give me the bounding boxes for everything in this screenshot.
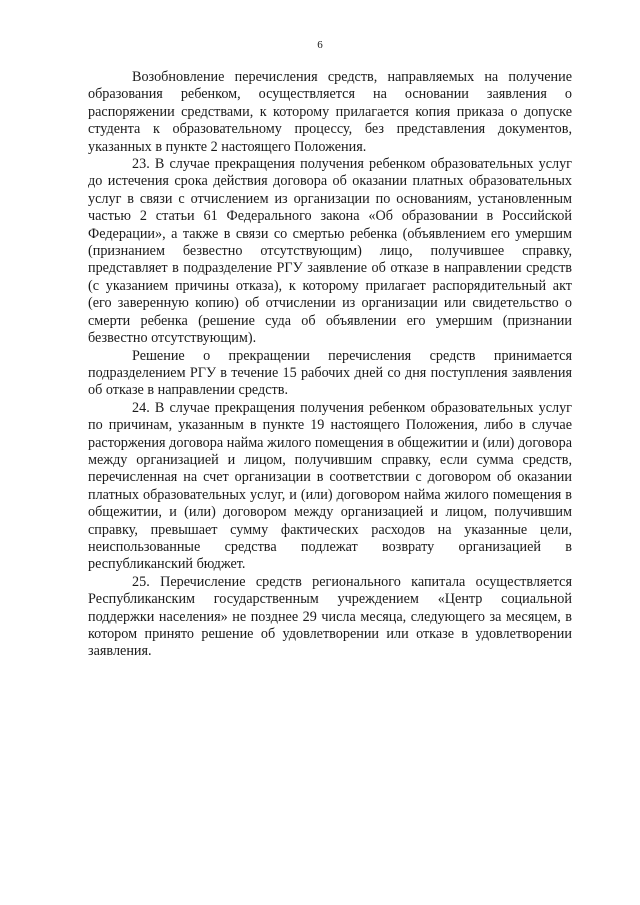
paragraph-clause-25: 25. Перечисление средств регионального капитала осуществляется Республиканским государственным учреждением «Центр социальной поддержки населения» не позднее 29 числа месяца, следующего за месяцем, в котором принято решение об удовлетворении или отказе в удовлетворении заявления.	[88, 573, 572, 660]
document-body	[88, 69, 572, 661]
paragraph-resumption: Возобновление перечисления средств, направляемых на получение образования ребенком, осуществляется на основании заявления о распоряжении средствами, к которому прилагается копия приказа о допуске студента к образовательному процессу, без представления документов, указанных в пункте 2 настоящего Положения.	[88, 69, 572, 155]
page-number: 6	[317, 39, 323, 51]
paragraph-termination-decision: Решение о прекращении перечисления средств принимается подразделением РГУ в течение 15 рабочих дней со дня поступления заявления об отказе в направлении средств.	[88, 347, 572, 399]
paragraph-clause-23: 23. В случае прекращения получения ребенком образовательных услуг до истечения срока действия договора об оказании платных образовательных услуг в связи с отчислением из организации по основаниям, установленным частью 2 статьи 61 Федерального закона «Об образовании в Российской Федерации», а также в связи со смертью ребенка (объявлением его умершим (признанием безвестно отсутствующим) лицо, получившее справку, представляет в подразделение РГУ заявление об отказе в направлении средств (с указанием причины отказа), к которому прилагает распорядительный акт (его заверенную копию) об отчислении из организации или свидетельство о смерти ребенка (решение суда об объявлении его умершим (признании безвестно отсутствующим).	[88, 156, 572, 347]
paragraph-clause-24: 24. В случае прекращения получения ребенком образовательных услуг по причинам, указанным в пункте 19 настоящего Положения, либо в случае расторжения договора найма жилого помещения в общежитии и (или) договора между организацией и лицом, получившим справку, если сумма средств, перечисленная на счет организации в соответствии с договором об оказании платных образовательных услуг, и (или) договором найма жилого помещения в общежитии, и (или) договором между организацией и лицом, получившим справку, превышает сумму фактических расходов на указанные цели, неиспользованные средства подлежат возврату организацией в республиканский бюджет.	[88, 399, 572, 573]
